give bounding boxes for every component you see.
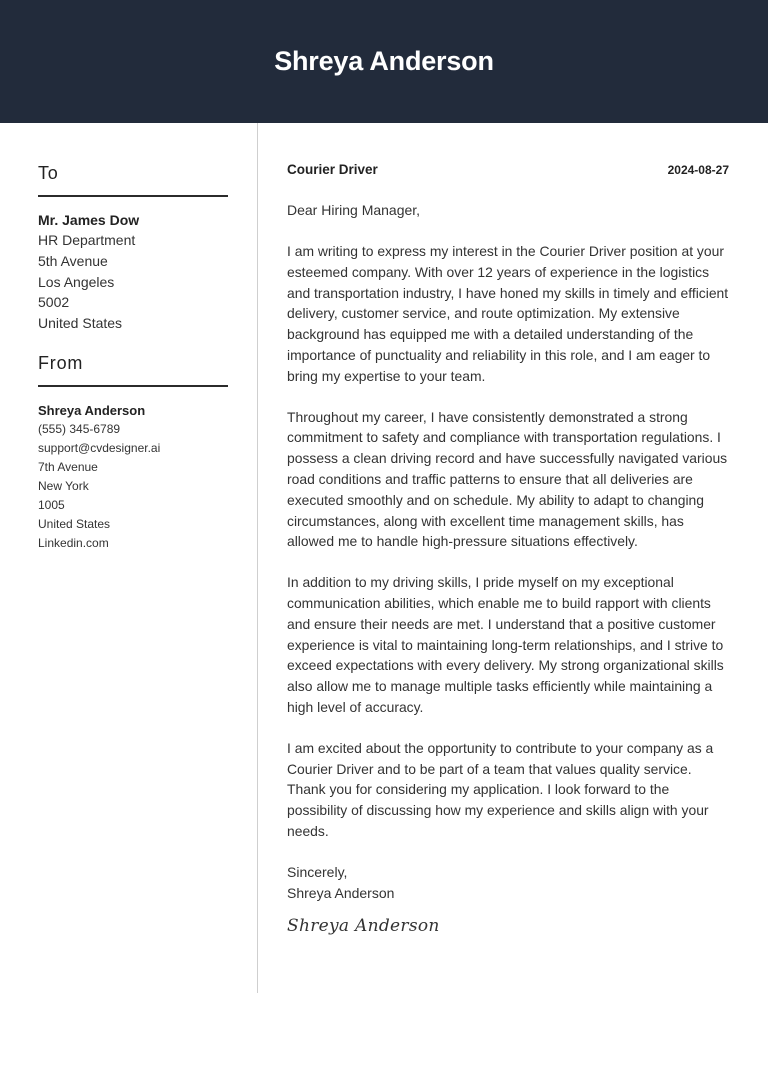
- sender-city: New York: [38, 478, 89, 493]
- header-banner: [0, 0, 768, 123]
- letter-body: [287, 123, 729, 936]
- recipient-department: HR Department: [38, 232, 136, 248]
- signature: Shreya Anderson: [287, 915, 440, 936]
- to-heading: To: [38, 163, 228, 197]
- sender-email: support@cvdesigner.ai: [38, 440, 161, 455]
- sender-street: 7th Avenue: [38, 459, 98, 474]
- sender-zip: 1005: [38, 497, 65, 512]
- from-heading: From: [38, 353, 228, 387]
- paragraph-career: Throughout my career, I have consistently demonstrated a strong commitment to safety and compliance with transportation regulations. I possess a clean driving record and have successfully navigated various road conditions and traffic patterns to ensure that all deliveries are executed smoothly and on schedule. My ability to adapt to changing circumstances, along with excellent time management skills, has allowed me to handle high-pressure situations effectively.: [287, 408, 728, 550]
- recipient-name: Mr. James Dow: [38, 212, 140, 228]
- paragraph-conclusion: I am excited about the opportunity to contribute to your company as a Courier Driver and to be part of a team that values quality service. Thank you for considering my application. I look forward to the possibility of discussing how my experience and skills align with your needs.: [287, 739, 714, 839]
- closing-name: Shreya Anderson: [287, 884, 395, 901]
- recipient-street: 5th Avenue: [38, 252, 108, 269]
- letter-topline: [287, 162, 729, 177]
- sender-name: Shreya Anderson: [38, 402, 146, 418]
- sender-country: United States: [38, 516, 111, 531]
- candidate-name: Shreya Anderson: [274, 46, 494, 76]
- column-divider: [257, 123, 258, 993]
- letter-date: 2024-08-27: [667, 163, 729, 177]
- recipient-country: United States: [38, 315, 123, 332]
- salutation: Dear Hiring Manager,: [287, 202, 421, 218]
- paragraph-skills: In addition to my driving skills, I pride myself on my exceptional communication abilities, which enable me to build rapport with clients and ensure their needs are met. I understand that a positive customer experience is vital to maintaining long-term relationships, and I strive to exceed expectations with every delivery. My strong organizational skills also allow me to manage multiple tasks efficiently while maintaining a high level of accuracy.: [287, 574, 724, 715]
- sender-phone: (555) 345-6789: [38, 421, 121, 436]
- paragraph-intro: I am writing to express my interest in the Courier Driver position at your esteemed company. With over 12 years of experience in the logistics and transportation industry, I have honed my skills in timely and efficient delivery, customer service, and route optimization. My extensive background has equipped me with a detailed understanding of the importance of punctuality and reliability in this role, and I am eager to bring my expertise to your team.: [287, 243, 729, 384]
- sidebar: [38, 123, 228, 553]
- sender-linkedin: Linkedin.com: [38, 535, 109, 550]
- recipient-zip: 5002: [38, 294, 70, 311]
- recipient-city: Los Angeles: [38, 273, 115, 290]
- closing-phrase: Sincerely,: [287, 863, 348, 880]
- closing: [287, 862, 729, 904]
- job-title: Courier Driver: [287, 162, 378, 177]
